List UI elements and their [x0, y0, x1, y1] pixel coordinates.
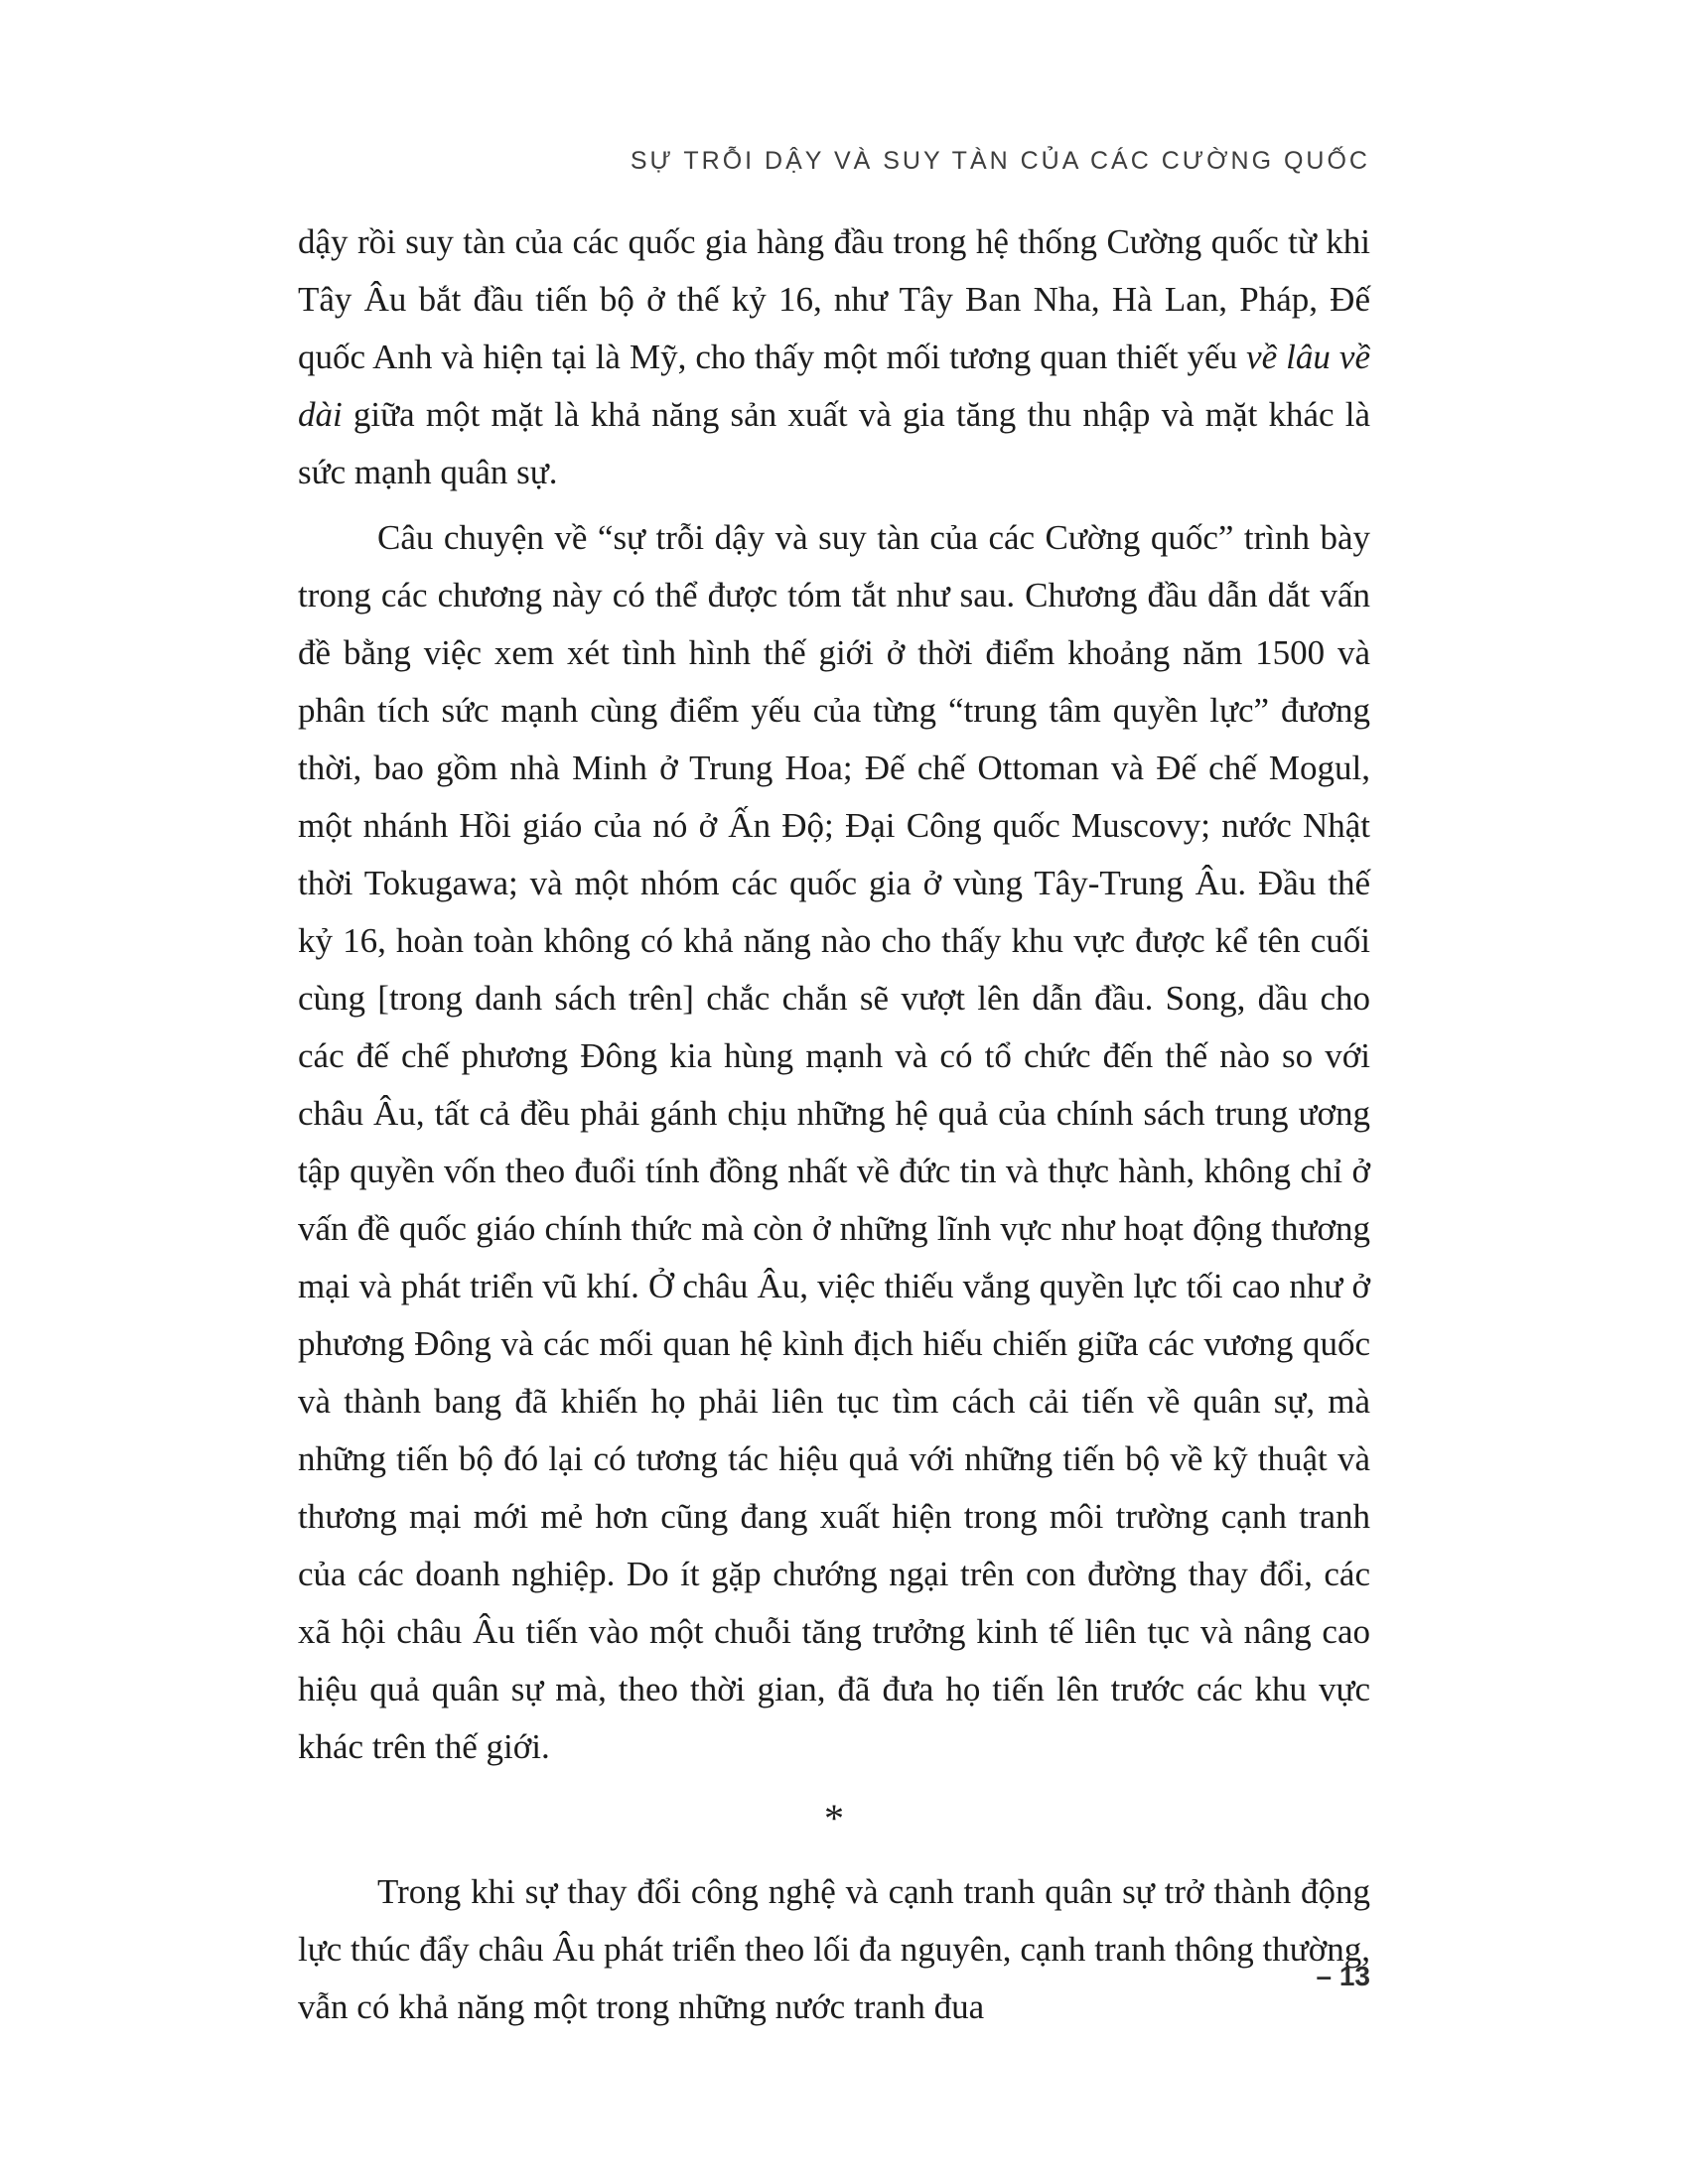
italic-phrase: về lâu về dài	[298, 338, 1370, 434]
page-number: – 13	[1316, 1961, 1370, 1991]
running-header: SỰ TRỖI DẬY VÀ SUY TÀN CỦA CÁC CƯỜNG QUỐC	[630, 147, 1370, 175]
body-text	[298, 213, 1370, 2044]
paragraph-text-before-italic: dậy rồi suy tàn của các quốc gia hàng đầu trong hệ thống Cường quốc từ khi Tây Âu bắt đầu tiến bộ ở thế kỷ 16, như Tây Ban Nha, Hà Lan, Pháp, Đế quốc Anh và hiện tại là Mỹ, cho thấy một mối tương quan thiết yếu	[298, 222, 1370, 376]
paragraph-text-after-italic: giữa một mặt là khả năng sản xuất và gia tăng thu nhập và mặt khác là sức mạnh quân sự.	[298, 395, 1370, 491]
paragraph-continuation	[298, 213, 1370, 501]
paragraph-closing: Trong khi sự thay đổi công nghệ và cạnh tranh quân sự trở thành động lực thúc đẩy châu Âu phát triển theo lối đa nguyên, cạnh tranh thông thường, vẫn có khả năng một trong những nước tranh đua	[298, 1872, 1370, 2026]
section-separator: *	[824, 1796, 844, 1841]
paragraph-summary: Câu chuyện về “sự trỗi dậy và suy tàn của các Cường quốc” trình bày trong các chương này có thể được tóm tắt như sau. Chương đầu dẫn dắt vấn đề bằng việc xem xét tình hình thế giới ở thời điểm khoảng năm 1500 và phân tích sức mạnh cùng điểm yếu của từng “trung tâm quyền lực” đương thời, bao gồm nhà Minh ở Trung Hoa; Đế chế Ottoman và Đế chế Mogul, một nhánh Hồi giáo của nó ở Ấn Độ; Đại Công quốc Muscovy; nước Nhật thời Tokugawa; và một nhóm các quốc gia ở vùng Tây-Trung Âu. Đầu thế kỷ 16, hoàn toàn không có khả năng nào cho thấy khu vực được kể tên cuối cùng [trong danh sách trên] chắc chắn sẽ vượt lên dẫn đầu. Song, dầu cho các đế chế phương Đông kia hùng mạnh và có tổ chức đến thế nào so với châu Âu, tất cả đều phải gánh chịu những hệ quả của chính sách trung ương tập quyền vốn theo đuổi tính đồng nhất về đức tin và thực hành, không chỉ ở vấn đề quốc giáo chính thức mà còn ở những lĩnh vực như hoạt động thương mại và phát triển vũ khí. Ở châu Âu, việc thiếu vắng quyền lực tối cao như ở phương Đông và các mối quan hệ kình địch hiếu chiến giữa các vương quốc và thành bang đã khiến họ phải liên tục tìm cách cải tiến về quân sự, mà những tiến bộ đó lại có tương tác hiệu quả với những tiến bộ về kỹ thuật và thương mại mới mẻ hơn cũng đang xuất hiện trong môi trường cạnh tranh của các doanh nghiệp. Do ít gặp chướng ngại trên con đường thay đổi, các xã hội châu Âu tiến vào một chuỗi tăng trưởng kinh tế liên tục và nâng cao hiệu quả quân sự mà, theo thời gian, đã đưa họ tiến lên trước các khu vực khác trên thế giới.	[298, 518, 1370, 1766]
